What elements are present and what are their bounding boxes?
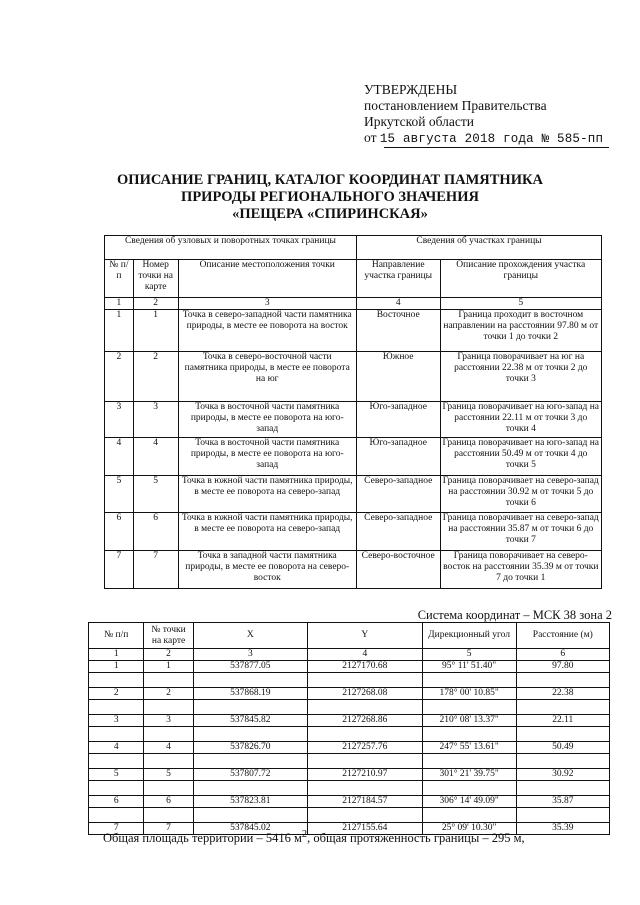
boundary-row [105, 402, 602, 438]
boundary-row [105, 310, 602, 352]
coord-header: № точки на карте [144, 623, 193, 649]
title-line-3: «ПЕЩЕРА «СПИРИНСКАЯ» [232, 206, 428, 222]
coord-x: 537845.82 [193, 715, 307, 727]
boundary-row [105, 476, 602, 513]
coord-map: 7 [144, 823, 193, 835]
coord-distance: 50.49 [516, 742, 609, 754]
map-point: 4 [133, 438, 178, 476]
coord-distance: 22.11 [516, 715, 609, 727]
coord-y: 2127155.64 [308, 823, 423, 835]
approval-block [364, 82, 603, 147]
boundary-col-number: 3 [178, 298, 356, 310]
approval-line-3: Иркутской области [364, 114, 475, 129]
coord-col-number: 2 [144, 649, 193, 661]
segment-direction: Восточное [356, 310, 440, 352]
coord-map: 4 [144, 742, 193, 754]
point-location: Точка в западной части памятника природы, в месте ее поворота на северо-восток [178, 551, 356, 589]
row-number: 4 [105, 438, 134, 476]
coord-map: 6 [144, 796, 193, 808]
row-number: 7 [105, 551, 134, 589]
coord-angle: 178° 00' 10.85" [422, 688, 516, 700]
coord-distance: 22.38 [516, 688, 609, 700]
coord-distance: 97.80 [516, 661, 609, 673]
segment-passage: Граница проходит в восточном направлении на расстоянии 97.80 м от точки 1 до точки 2 [440, 310, 601, 352]
coord-angle: 306° 14' 49.09" [422, 796, 516, 808]
title-line-2: ПРИРОДЫ РЕГИОНАЛЬНОГО ЗНАЧЕНИЯ [181, 189, 479, 205]
coord-y: 2127170.68 [308, 661, 423, 673]
segment-direction: Юго-западное [356, 438, 440, 476]
map-point: 5 [133, 476, 178, 513]
coord-col-number: 1 [89, 649, 144, 661]
coord-angle: 95° 11' 51.40" [422, 661, 516, 673]
map-point: 7 [133, 551, 178, 589]
coord-map: 1 [144, 661, 193, 673]
approval-date-prefix: от [364, 130, 377, 145]
coord-row [89, 688, 610, 700]
point-location: Точка в южной части памятника природы, в месте ее поворота на северо-запад [178, 476, 356, 513]
coord-n: 6 [89, 796, 144, 808]
coord-map: 5 [144, 769, 193, 781]
date-underline [384, 147, 609, 148]
coord-row [89, 769, 610, 781]
row-number: 3 [105, 402, 134, 438]
segment-passage: Граница поворачивает на северо-восток на расстоянии 35.39 м от точки 7 до точки 1 [440, 551, 601, 589]
coord-header: № п/п [89, 623, 144, 649]
segment-passage: Граница поворачивает на северо-запад на расстоянии 30.92 м от точки 5 до точки 6 [440, 476, 601, 513]
coord-map: 2 [144, 688, 193, 700]
coord-row [89, 661, 610, 673]
boundary-row [105, 551, 602, 589]
coord-n: 3 [89, 715, 144, 727]
coord-y: 2127210.97 [308, 769, 423, 781]
coord-n: 4 [89, 742, 144, 754]
coord-angle: 247° 55' 13.61" [422, 742, 516, 754]
boundary-group-right: Сведения об участках границы [356, 236, 601, 260]
coord-x: 537823.81 [193, 796, 307, 808]
coord-x: 537877.05 [193, 661, 307, 673]
map-point: 2 [133, 352, 178, 402]
coord-x: 537845.02 [193, 823, 307, 835]
segment-passage: Граница поворачивает на северо-запад на расстоянии 35.87 м от точки 6 до точки 7 [440, 513, 601, 551]
row-number: 1 [105, 310, 134, 352]
coord-row [89, 715, 610, 727]
coordinate-system-label: Система координат – МСК 38 зона 2 [417, 608, 612, 622]
coord-col-number: 6 [516, 649, 609, 661]
point-location: Точка в восточной части памятника природы, в месте ее поворота на юго-запад [178, 438, 356, 476]
coord-distance: 35.39 [516, 823, 609, 835]
coord-header: X [193, 623, 307, 649]
coord-distance: 30.92 [516, 769, 609, 781]
coord-n: 2 [89, 688, 144, 700]
boundary-col-number: 2 [133, 298, 178, 310]
coord-x: 537868.19 [193, 688, 307, 700]
row-number: 6 [105, 513, 134, 551]
coord-angle: 301° 21' 39.75" [422, 769, 516, 781]
boundary-header: Направление участка границы [356, 260, 440, 298]
segment-passage: Граница поворачивает на юг на расстоянии 22.38 м от точки 2 до точки 3 [440, 352, 601, 402]
coord-x: 537807.72 [193, 769, 307, 781]
segment-direction: Северо-западное [356, 476, 440, 513]
area-summary [103, 829, 525, 846]
title-line-1: ОПИСАНИЕ ГРАНИЦ, КАТАЛОГ КООРДИНАТ ПАМЯТНИКА [117, 172, 543, 188]
segment-direction: Северо-восточное [356, 551, 440, 589]
coord-row [89, 742, 610, 754]
coord-distance: 35.87 [516, 796, 609, 808]
coord-row [89, 796, 610, 808]
coord-y: 2127268.86 [308, 715, 423, 727]
coord-angle: 210° 08' 13.37" [422, 715, 516, 727]
segment-direction: Юго-западное [356, 402, 440, 438]
boundary-col-number: 4 [356, 298, 440, 310]
approval-line-2: постановлением Правительства [364, 98, 547, 113]
row-number: 2 [105, 352, 134, 402]
boundary-row [105, 352, 602, 402]
point-location: Точка в южной части памятника природы, в месте ее поворота на северо-запад [178, 513, 356, 551]
boundary-header: Описание местоположения точки [178, 260, 356, 298]
boundary-header: Номер точки на карте [133, 260, 178, 298]
boundary-row [105, 438, 602, 476]
boundary-header: № п/п [105, 260, 134, 298]
segment-direction: Северо-западное [356, 513, 440, 551]
boundary-row [105, 513, 602, 551]
coord-col-number: 5 [422, 649, 516, 661]
point-location: Точка в северо-восточной части памятника природы, в месте ее поворота на юг [178, 352, 356, 402]
approval-title: УТВЕРЖДЕНЫ [364, 82, 458, 97]
boundary-header: Описание прохождения участка границы [440, 260, 601, 298]
boundary-col-number: 5 [440, 298, 601, 310]
boundary-col-number: 1 [105, 298, 134, 310]
coord-header: Дирекционный угол [422, 623, 516, 649]
point-location: Точка в северо-западной части памятника природы, в месте ее поворота на восток [178, 310, 356, 352]
coordinate-table [88, 622, 610, 835]
map-point: 3 [133, 402, 178, 438]
coord-y: 2127257.76 [308, 742, 423, 754]
coord-n: 7 [89, 823, 144, 835]
coord-angle: 25° 09' 10.30" [422, 823, 516, 835]
map-point: 6 [133, 513, 178, 551]
page-title [90, 172, 570, 223]
coord-col-number: 3 [193, 649, 307, 661]
coord-header: Y [308, 623, 423, 649]
coord-y: 2127184.57 [308, 796, 423, 808]
area-text-after: , общая протяженность границы – 295 м, [307, 831, 525, 846]
approval-date-value: 15 августа 2018 года № 585-пп [379, 132, 604, 146]
boundary-table [104, 235, 602, 589]
map-point: 1 [133, 310, 178, 352]
coord-y: 2127268.08 [308, 688, 423, 700]
row-number: 5 [105, 476, 134, 513]
segment-direction: Южное [356, 352, 440, 402]
coord-map: 3 [144, 715, 193, 727]
coord-col-number: 4 [308, 649, 423, 661]
point-location: Точка в восточной части памятника природы, в месте ее поворота на юго-запад [178, 402, 356, 438]
coord-n: 5 [89, 769, 144, 781]
segment-passage: Граница поворачивает на юго-запад на расстоянии 50.49 м от точки 4 до точки 5 [440, 438, 601, 476]
coord-n: 1 [89, 661, 144, 673]
area-unit-exponent: 2 [301, 829, 308, 840]
coord-x: 537826.70 [193, 742, 307, 754]
coord-header: Расстояние (м) [516, 623, 609, 649]
segment-passage: Граница поворачивает на юго-запад на расстоянии 22.11 м от точки 3 до точки 4 [440, 402, 601, 438]
boundary-group-left: Сведения об узловых и поворотных точках границы [105, 236, 357, 260]
area-text-before: Общая площадь территории – 5416 м [103, 831, 302, 846]
approval-date-line [364, 130, 603, 147]
